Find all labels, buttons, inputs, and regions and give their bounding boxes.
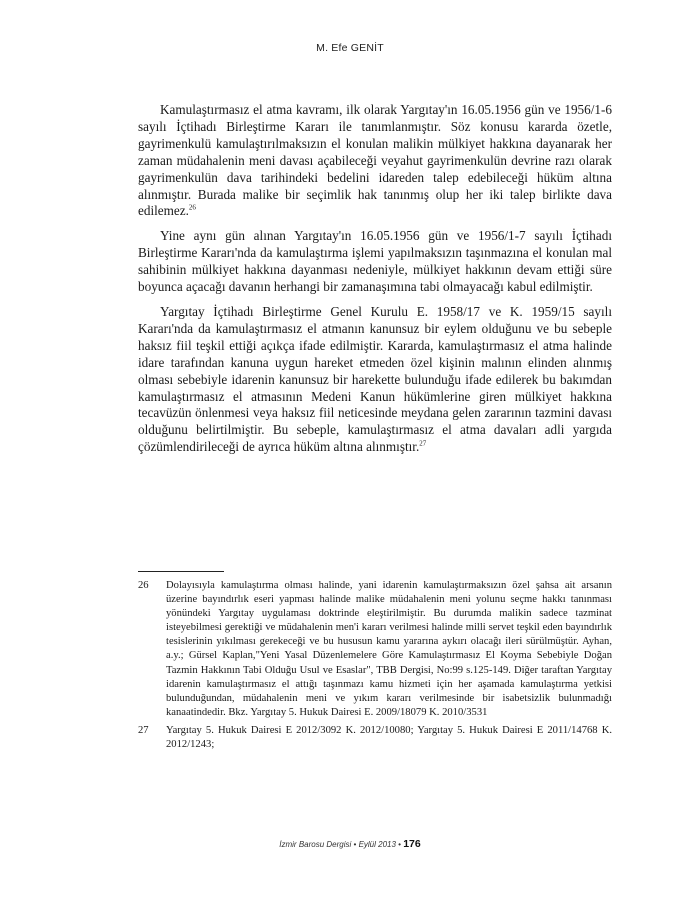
paragraph-text: Yargıtay İçtihadı Birleştirme Genel Kurulu E. 1958/17 ve K. 1959/15 sayılı Kararı'nda da kamulaştırmasız el atmanın kanunsuz bir eylem olduğunu ve bu sebeple haksız fiil teşkil ettiği açıkça ifade edilmiştir. Kararda, kamulaştırmasız el atma halinde idare tarafından kanuna uygun hareket etmeden özel kişinin malının elinden alınmış olması sebebiyle idarenin kanunsuz bir harekette bulunduğu ifade edilerek bu bakımdan kamulaştırmasız el atmasının Medeni Kanun hükümlerine giren mülkiyet hakkına tecavüzün önlenmesi veya haksız fiil neticesinde meydana gelen zararının tazmini davası olduğunu belirtilmiştir. Bu sebeple, kamulaştırmasız el atma davaları adli yargıda çözümlendirileceği de ayrıca hüküm altına alınmıştır. [138, 303, 612, 455]
footnote-27 [138, 724, 612, 752]
page-header [0, 42, 700, 54]
paragraph-2 [138, 228, 612, 296]
footnote-number: 27 [138, 724, 149, 736]
page-number: 176 [403, 838, 421, 850]
footnote-ref-27[interactable]: 27 [419, 439, 427, 448]
page-footer [0, 838, 700, 850]
footnotes [138, 579, 612, 756]
footnote-text: Yargıtay 5. Hukuk Dairesi E 2012/3092 K. 2012/10080; Yargıtay 5. Hukuk Dairesi E 2011/14768 K. 2012/1243; [166, 724, 612, 751]
paragraph-1 [138, 102, 612, 220]
footnote-ref-26[interactable]: 26 [188, 204, 196, 213]
separator-dot: • [398, 840, 401, 849]
journal-name: İzmir Barosu Dergisi [279, 840, 352, 849]
main-text [138, 102, 612, 464]
paragraph-3 [138, 304, 612, 456]
author-name: M. Efe GENİT [316, 42, 384, 54]
separator-dot: • [353, 840, 357, 849]
footnote-number: 26 [138, 580, 149, 591]
issue-date: Eylül 2013 [358, 840, 396, 849]
footnote-text: Dolayısıyla kamulaştırma olması halinde, yani idarenin kamulaştırmaksızın özel şahsa ait arsanın üzerine bayındırlık eseri yapması halinde malike müdahalenin meni yolunu seçme hakkı tanınması yönündeki Yargıtay uygulaması doktrinde eleştirilmiştir. Bu durumda malikin sadece tazminat isteyebilmesi gerektiği ve müdahalenin men'i kararı verilmesi halinde milli servet teşkil eden bayındırlık tesislerinin yıkılması gerekeceği ve bu hususun kamu yararına aykırı olacağı ileri sürülmüştür. Ayhan, a.y.; Gürsel Kaplan,"Yeni Yasal Düzenlemelere Göre Kamulaştırmasız El Koyma Sebebiyle Doğan Tazmin Hakkının Tabi Olduğu Usul ve Esaslar", TBB Dergisi, No:99 s.125-149. Diğer taraftan Yargıtay idarenin kamulaştırmasız el attığı taşınmazı kamu hizmeti için her aşamada kamulaştırma yetkisi bulunduğundan, müdahalenin meni ve yıkım kararı verilmesinde bir isabetsizlik bulunmadığı kanaatindedir. Bkz. Yargıtay 5. Hukuk Dairesi E. 2009/18079 K. 2010/3531 [166, 580, 612, 718]
footnote-divider [138, 571, 224, 572]
paragraph-text: Kamulaştırmasız el atma kavramı, ilk olarak Yargıtay'ın 16.05.1956 gün ve 1956/1-6 sayılı İçtihadı Birleştirme Kararı ile tanımlanmıştır. Söz konusu kararda özetle, gayrimenkulü kamulaştırılmaksızın el konulan malikin mülkiyet hakkına dayanarak her zaman müdahalenin meni davası açabileceği veyahut gayrimenkulün devrine razı olarak gayrimenkulün dava tarihindeki bedelini idareden talep edebileceği hüküm altına alınmıştır. Burada malike bir seçimlik hak tanınmış olup her iki talep birlikte dava edilemez. [138, 102, 612, 219]
paragraph-text: Yine aynı gün alınan Yargıtay'ın 16.05.1956 gün ve 1956/1-7 sayılı İçtihadı Birleştirme Kararı'nda da kamulaştırma işlemi yapılmaksızın taşınmazına el konulan mal sahibinin mülkiyet hakkına dayanması nedeniyle, mülkiyet hakkının devam ettiği süre boyunca açacağı davanın herhangi bir zamanaşımına tabi olmayacağı kabul edilmiştir. [138, 228, 612, 295]
footnote-26 [138, 579, 612, 720]
